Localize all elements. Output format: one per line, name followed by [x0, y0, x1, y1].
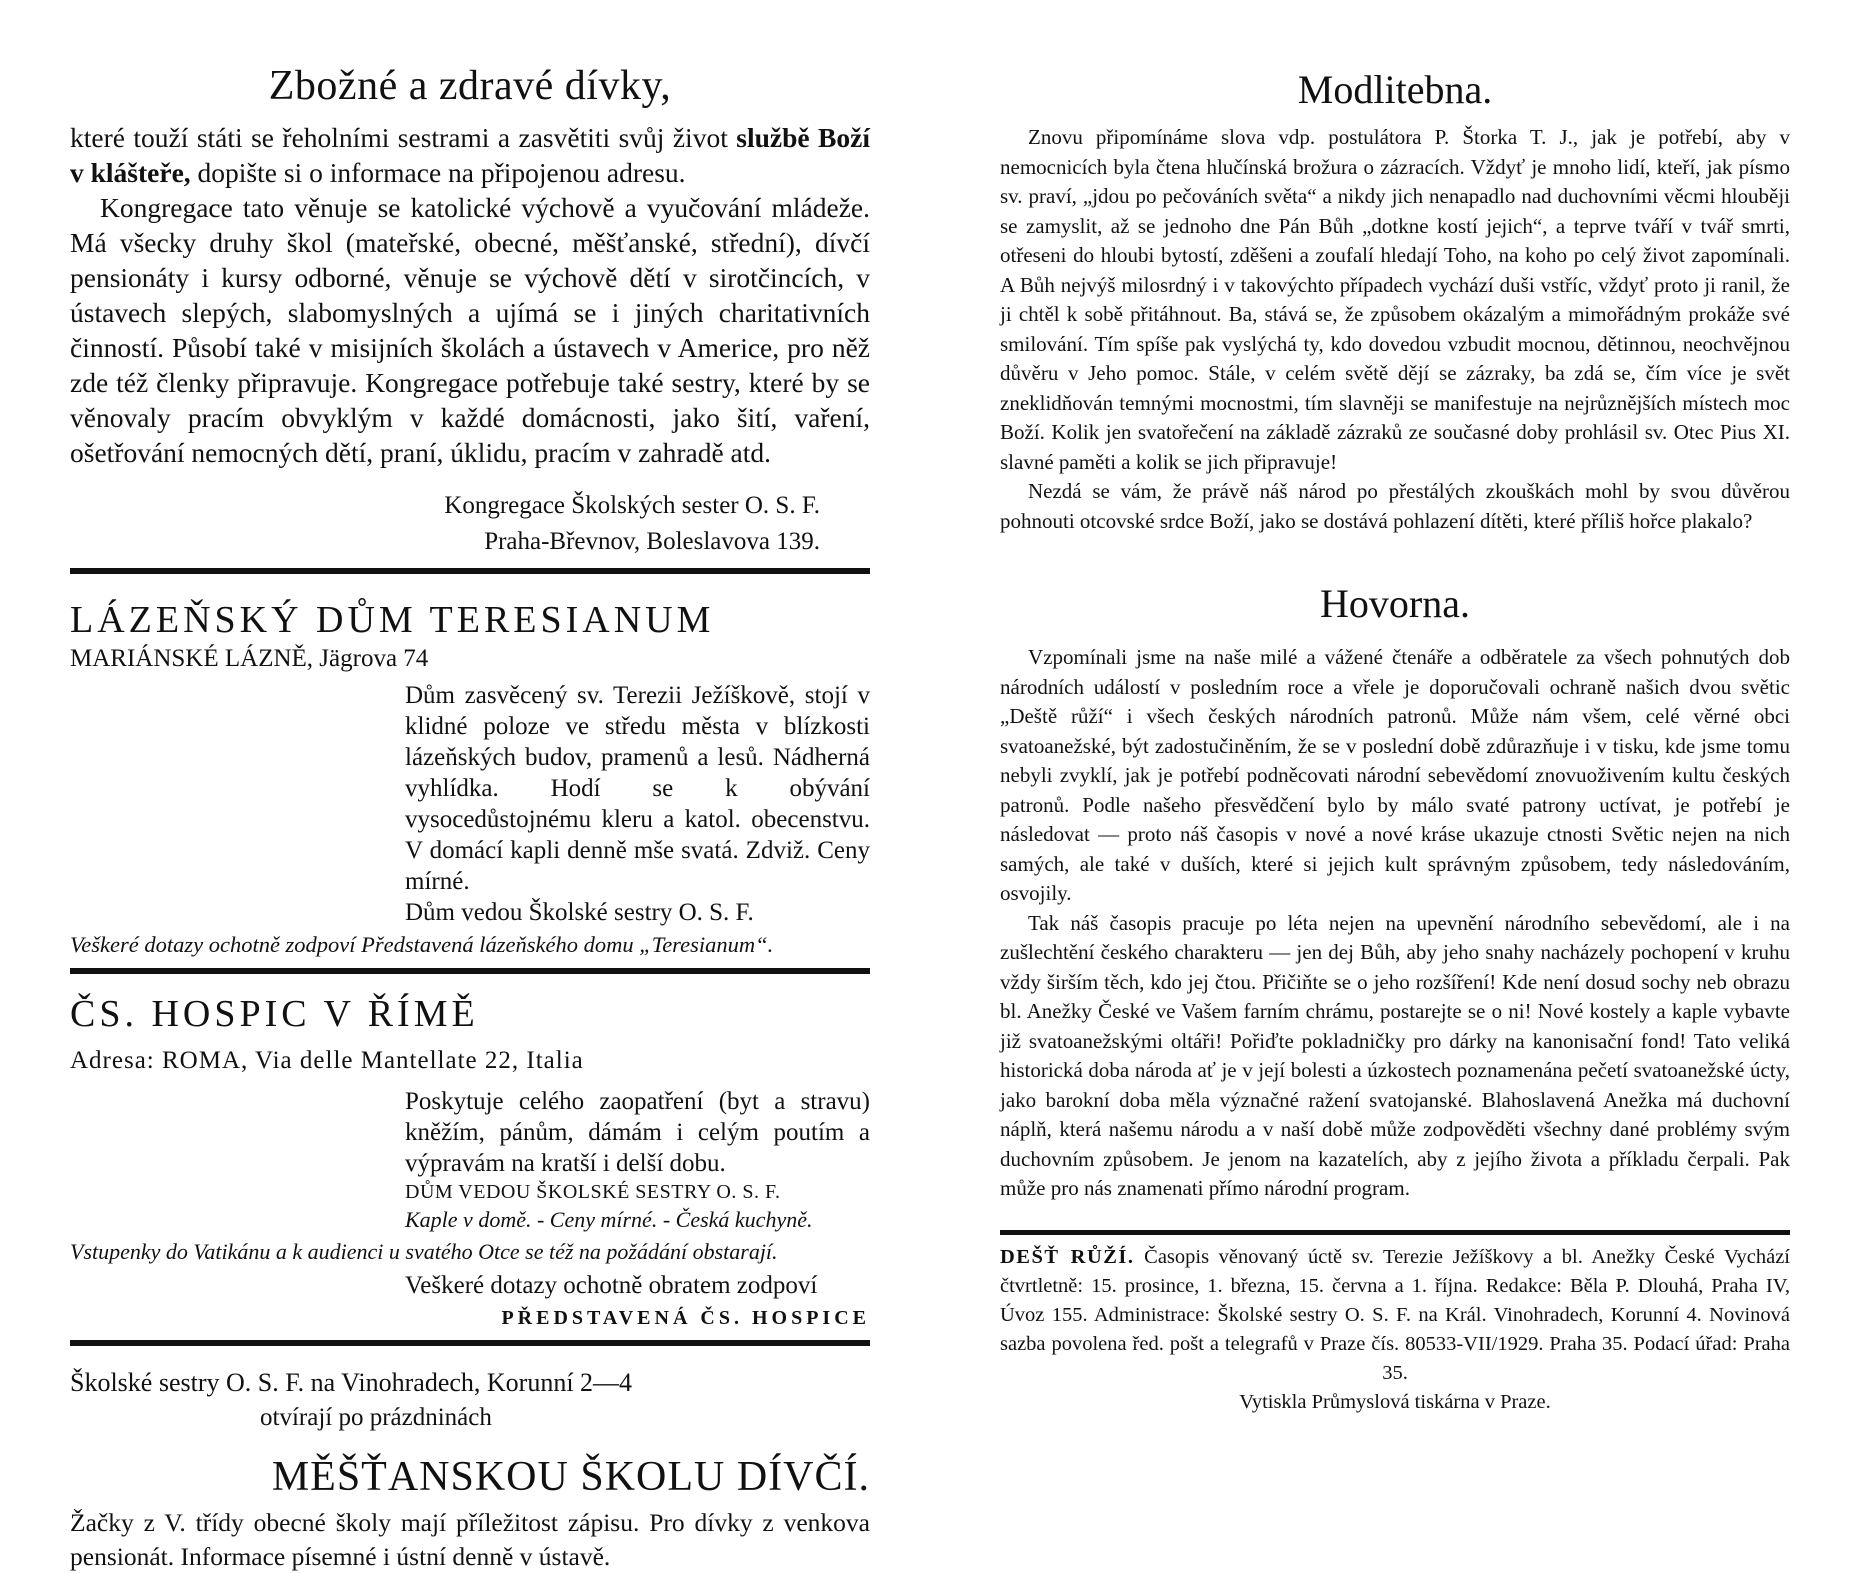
- ad-nuns-recruitment: [70, 62, 870, 560]
- section-modlitebna: [1000, 66, 1790, 536]
- ad1-sign-line1: Kongregace Školských sester O. S. F.: [444, 492, 820, 519]
- ad2-body: Dům zasvěcený sv. Terezii Ježíškově, stojí v klidné poloze ve středu města v blízkosti lázeňských budov, pramenů a lesů. Nádherná vyhlídka. Hodí se k obývání vysocedůstojnému kleru a katol. obecenstvu. V domácí kapli denně mše svatá. Zdviž. Ceny mírné.: [405, 682, 870, 895]
- ad4-line1: Školské sestry O. S. F. na Vinohradech, Korunní 2—4: [70, 1368, 633, 1397]
- divider: [70, 568, 870, 574]
- divider: [70, 1340, 870, 1346]
- imprint-printer: Vytiskla Průmyslová tiskárna v Praze.: [1239, 1390, 1551, 1413]
- ad3-address: Adresa: ROMA, Via delle Mantellate 22, Italia: [70, 1047, 584, 1074]
- ad1-intro: které touží státi se řeholními sestrami a zasvětiti svůj život službě Boží v klášteře, dopište si o informace na připojenou adresu.: [70, 122, 870, 188]
- ad4-body: Žačky z V. třídy obecné školy mají příležitost zápisu. Pro dívky z venkova pensionát. Informace písemné i ústní denně v ústavě.: [70, 1508, 870, 1571]
- modlitebna-p2: Nezdá se vám, že právě náš národ po přestálých zkouškách mohl by svou důvěrou pohnouti otcovské srdce Boží, jako se dostává pohlazení dítěti, které příliš hořce plakalo?: [1000, 479, 1790, 533]
- imprint-text: DEŠŤ RŮŽÍ. Časopis věnovaný úctě sv. Terezie Ježíškovy a bl. Anežky České Vychází čtvrtletně: 15. prosince, 1. března, 15. června a 1. října. Redakce: Běla P. Dlouhá, Praha IV, Úvoz 155. Administrace: Školské sestry O. S. F. na Král. Vinohradech, Korunní 4. Novinová sazba povolena řed. pošt a telegrafů v Praze čís. 80533-VII/1929. Praha 35. Podací úřad: Praha 35.: [1000, 1245, 1791, 1384]
- ad2-run-by: Dům vedou Školské sestry O. S. F.: [405, 899, 754, 926]
- ad3-superior: PŘEDSTAVENÁ ČS. HOSPICE: [501, 1307, 870, 1329]
- left-column: [70, 0, 870, 1574]
- section-hovorna: [1000, 580, 1790, 1204]
- ad3-run-by: DŮM VEDOU ŠKOLSKÉ SESTRY O. S. F.: [405, 1181, 781, 1203]
- hovorna-p1: Vzpomínali jsme na naše milé a vážené čtenáře a odběratele za všech pohnutých dob národních událostí v posledním roce a vřele je doporučovali ochraně našich dvou světic „Deště růží“ i všech českých národních patronů. Může nám všem, celé věrné obci svatoanežské, být zadostučiněním, že se v poslední době zdůrazňuje i v tisku, kde jsme tomu nebyli zvyklí, jak je potřebí podněcovati národní sebevědomí znovuoživením kultu českých patronů. Podle našeho přesvědčení bylo by málo svaté patrony uctívat, je potřebí je následovat — proto náš časopis v nové a nové kráse ukazuje ctnosti Světic nejen na nich samých, ale také v duších, které si jejich kult správným způsobem, tedy následováním, osvojily.: [1000, 645, 1790, 905]
- ad4-line2: otvírají po prázdninách: [260, 1404, 492, 1431]
- imprint-name: DEŠŤ RŮŽÍ.: [1000, 1245, 1135, 1268]
- ad1-intro-bold: službě Boží v klášteře,: [70, 122, 870, 188]
- ad3-features: Kaple v domě. - Ceny mírné. - Česká kuchyně.: [405, 1207, 813, 1232]
- ad1-sign-line2: Praha-Břevnov, Boleslavova 139.: [484, 528, 820, 555]
- ad1-signature: [70, 488, 870, 560]
- hovorna-title: Hovorna.: [1320, 581, 1470, 626]
- ad3-tickets: Vstupenky do Vatikánu a k audienci u svatého Otce se též na požádání obstarají.: [70, 1239, 778, 1264]
- ad4-school: MĚŠŤANSKOU ŠKOLU DÍVČÍ.: [271, 1454, 870, 1500]
- ad-hospice-rome: [70, 992, 870, 1334]
- imprint: [1000, 1243, 1790, 1417]
- modlitebna-p1: Znovu připomínáme slova vdp. postulátora P. Štorka T. J., jak je potřebí, aby v nemocnicích byla čtena hlučínská brožura o zázracích. Vždyť je mnoho lidí, kteří, jak písmo sv. praví, „jdou po pečováních světa“ a nikdy jich nenapadlo nad duchovními věcmi hlouběji se zamyslit, až se jednoho dne Pán Bůh „dotkne kostí jejich“, a teprve tváří v tvář smrti, otřeseni do hloubi bytostí, zděšeni a zoufalí hledají Toho, na koho po celý život zapomínali. A Bůh nejvýš milosrdný i v takovýchto případech vychází duši vstříc, vždyť proto ji ranil, že ji chtěl k sobě přitáhnout. Ba, stává se, že způsobem okázalým a mimořádným prokáže své smilování. Tím spíše pak vyslýchá ty, kdo dovedou vzbudit mocnou, dětinnou, neochvějnou důvěru v Jeho pomoc. Stále, v celém světě dějí se zázraky, ba zdá se, čím více je svět zneklidňován temnými mocnostmi, tím slavněji se manifestuje na nejrůznějších místech moc Boží. Kolik jen svatořečení na základě zázraků ze současné doby prohlásil sv. Otec Pius XI. slavné paměti a kolik se jich připravuje!: [1000, 125, 1790, 474]
- ad3-body: Poskytuje celého zaopatření (byt a stravu) kněžím, pánům, dámám i celým poutím a výpravám na kratší i delší dobu.: [405, 1088, 870, 1177]
- divider: [1000, 1230, 1790, 1235]
- ad2-footer: Veškeré dotazy ochotně zodpoví Představená lázeňského domu „Teresianum“.: [70, 932, 774, 957]
- modlitebna-title: Modlitebna.: [1297, 67, 1493, 112]
- right-column: [1000, 0, 1790, 1417]
- ad2-address: MARIÁNSKÉ LÁZNĚ, Jägrova 74: [70, 645, 429, 672]
- divider: [70, 968, 870, 974]
- ad1-body: Kongregace tato věnuje se katolické výchově a vyučování mládeže. Má všecky druhy škol (mateřské, obecné, měšťanské, střední), dívčí pensionáty i kursy odborné, věnuje se výchově dětí v sirotčincích, v ústavech slepých, slabomyslných a ujímá se i jiných charitativních činností. Působí také v misijních školách a ústavech v Americe, pro něž zde též členky připravuje. Kongregace potřebuje také sestry, které by se věnovaly pracím obvyklým v každé domácnosti, jako šití, vaření, ošetřování nemocných dětí, praní, úklidu, pracím v zahradě atd.: [70, 192, 870, 468]
- ad1-title: Zbožné a zdravé dívky,: [268, 63, 672, 109]
- ad3-answer: Veškeré dotazy ochotně obratem zodpoví: [405, 1272, 818, 1299]
- ad3-heading: ČS. HOSPIC V ŘÍMĚ: [70, 993, 479, 1035]
- ad-girls-school: [70, 1364, 870, 1574]
- hovorna-p2: Tak náš časopis pracuje po léta nejen na upevnění národního sebevědomí, ale i na zušlechtění českého charakteru — jen dej Bůh, aby jeho snahy nacházely pochopení v kruhu vždy širším těch, kdo jej čtou. Přičiňte se o jeho rozšíření! Kde není dosud sochy neb obrazu bl. Anežky České ve Vašem farním chrámu, postarejte se o ni! Nové kostely a kaple vybavte již svatoanežskými oltáři! Pořiďte pokladničky pro dárky na kanonisační fond! Tato veliká historická doba národa ať je v její bolesti a úzkostech poznamenána pečetí svatoanežské úcty, jako barokní doba měla význačné ražení svatojanské. Blahoslavená Anežka má duchovní náplň, která našemu národu a v naší době může zodpověděti všechny dané problémy svým duchovním způsobem. Je jenom na kazatelích, aby z jejího života a příkladu čerpali. Pak může pro nás znamenati přímo národní program.: [1000, 910, 1790, 1200]
- ad-teresianum: [70, 598, 870, 962]
- ad2-heading: LÁZEŇSKÝ DŮM TERESIANUM: [70, 599, 715, 641]
